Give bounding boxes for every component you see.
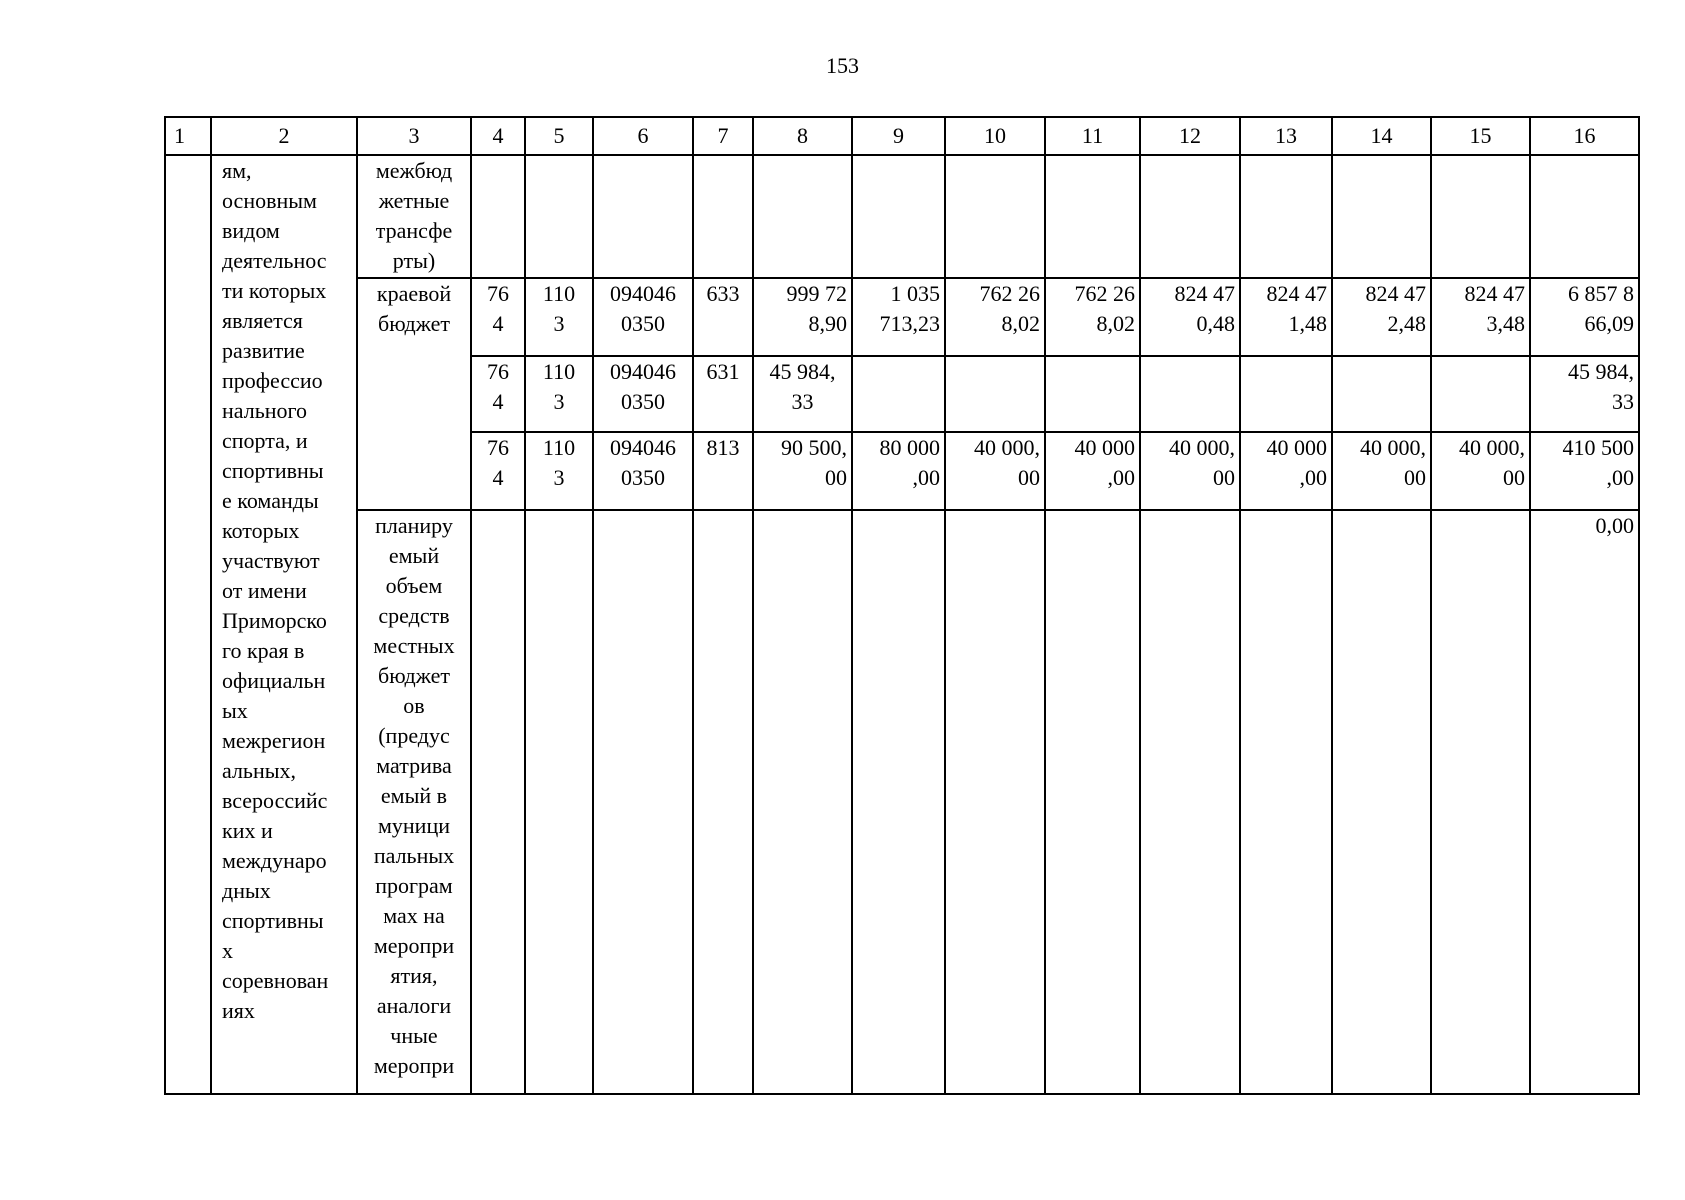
- source-line: (предус: [378, 723, 450, 748]
- cell-value: 66,09: [1584, 311, 1634, 336]
- source-line: краевой: [376, 281, 452, 306]
- header-row: [165, 117, 1639, 155]
- cell-col5: [525, 432, 593, 510]
- cell-value: 824 47: [1464, 281, 1525, 306]
- source-line: межбюд: [375, 158, 453, 183]
- cell-col10: [945, 356, 1045, 432]
- cell-col6: [593, 432, 693, 510]
- header-cell: 9: [852, 117, 945, 155]
- cell-col14: [1332, 356, 1431, 432]
- cell-value: 094046: [610, 281, 676, 306]
- header-cell: 13: [1240, 117, 1332, 155]
- cell-value: 76: [487, 359, 509, 384]
- cell-value: 40 000: [1074, 435, 1135, 460]
- cell-value: 80 000: [879, 435, 940, 460]
- empty-cell: [1240, 510, 1332, 1094]
- cell-value: 45 984,: [769, 359, 836, 384]
- source-line: объем: [385, 573, 443, 598]
- description-line: основным: [222, 188, 317, 213]
- cell-col16: [1530, 356, 1639, 432]
- cell-value: 00: [1018, 465, 1040, 490]
- empty-cell: [471, 510, 525, 1094]
- cell-col7: 633: [693, 278, 753, 356]
- empty-cell: [945, 510, 1045, 1094]
- header-cell: 5: [525, 117, 593, 155]
- description-line: соревнован: [222, 968, 329, 993]
- description-line: Приморско: [222, 608, 327, 633]
- cell-value: 00: [825, 465, 847, 490]
- empty-cell: [1045, 155, 1140, 278]
- source-line: местных: [373, 633, 455, 658]
- cell-value: 40 000,: [974, 435, 1040, 460]
- cell-col1: [165, 155, 211, 1094]
- cell-value: 00: [1503, 465, 1525, 490]
- description-line: развитие: [222, 338, 305, 363]
- cell-col15: [1431, 278, 1530, 356]
- source-line: аналоги: [376, 993, 452, 1018]
- cell-col10: [945, 278, 1045, 356]
- cell-col15: [1431, 432, 1530, 510]
- cell-value: 3: [553, 465, 565, 490]
- cell-col4: [471, 356, 525, 432]
- source-line: бюджет: [378, 311, 450, 336]
- cell-value: 40 000: [1266, 435, 1327, 460]
- description-line: альных,: [222, 758, 297, 783]
- cell-value: 3: [553, 311, 565, 336]
- header-cell: 7: [693, 117, 753, 155]
- source-line: средств: [378, 603, 450, 628]
- cell-col12: [1140, 278, 1240, 356]
- cell-value: 110: [542, 359, 576, 384]
- description-line: ких и: [222, 818, 273, 843]
- description-line: которых: [222, 518, 300, 543]
- header-cell: 6: [593, 117, 693, 155]
- empty-cell: [945, 155, 1045, 278]
- description-line: спортивны: [222, 908, 324, 933]
- header-cell: 2: [211, 117, 357, 155]
- description-line: участвуют: [222, 548, 320, 573]
- cell-value: 8,02: [1001, 311, 1040, 336]
- empty-cell: [1240, 155, 1332, 278]
- cell-value: 4: [492, 465, 504, 490]
- description-line: всероссийс: [222, 788, 328, 813]
- description-line: спортивны: [222, 458, 324, 483]
- cell-value: 3,48: [1486, 311, 1525, 336]
- description-line: ти которых: [222, 278, 327, 303]
- source-line: жетные: [378, 188, 450, 213]
- cell-value: 6 857 8: [1568, 281, 1634, 306]
- header-cell: 10: [945, 117, 1045, 155]
- cell-col4: [471, 278, 525, 356]
- cell-col14: [1332, 278, 1431, 356]
- source-line: рты): [392, 248, 436, 273]
- cell-col12: [1140, 432, 1240, 510]
- cell-value: 824 47: [1174, 281, 1235, 306]
- table-row: [165, 155, 1639, 278]
- cell-col5: [525, 278, 593, 356]
- cell-col14: [1332, 432, 1431, 510]
- empty-cell: [525, 510, 593, 1094]
- source-line: планиру: [375, 513, 453, 538]
- cell-col7: 631: [693, 356, 753, 432]
- source-line: муници: [377, 813, 450, 838]
- cell-col11: [1045, 356, 1140, 432]
- empty-cell: [1431, 510, 1530, 1094]
- source-line: пальных: [373, 843, 455, 868]
- cell-value: 33: [791, 389, 814, 414]
- cell-col9: [852, 432, 945, 510]
- description-line: х: [222, 938, 233, 963]
- source-line: емый: [388, 543, 440, 568]
- empty-cell: [753, 510, 852, 1094]
- cell-value: 713,23: [879, 311, 940, 336]
- source-line: чные: [390, 1023, 438, 1048]
- empty-cell: [593, 510, 693, 1094]
- cell-value: 40 000,: [1360, 435, 1426, 460]
- cell-value: 0350: [621, 389, 665, 414]
- source-interbudget-cell: [357, 155, 471, 278]
- cell-col16: [1530, 278, 1639, 356]
- cell-value: 4: [492, 389, 504, 414]
- cell-col13: [1240, 432, 1332, 510]
- empty-cell: [1332, 155, 1431, 278]
- cell-col10: [945, 432, 1045, 510]
- source-line: емый в: [380, 783, 448, 808]
- cell-value: 4: [492, 311, 504, 336]
- cell-value: 110: [542, 435, 576, 460]
- cell-value: ,00: [912, 465, 940, 490]
- header-cell: 3: [357, 117, 471, 155]
- header-cell: 16: [1530, 117, 1639, 155]
- empty-cell: [1045, 510, 1140, 1094]
- description-line: деятельнос: [222, 248, 327, 273]
- cell-value: 410 500: [1562, 435, 1634, 460]
- cell-value: ,00: [1299, 465, 1327, 490]
- cell-value: ,00: [1107, 465, 1135, 490]
- header-cell: 11: [1045, 117, 1140, 155]
- empty-cell: [1530, 155, 1639, 278]
- header-cell: 8: [753, 117, 852, 155]
- cell-value: 762 26: [1074, 281, 1135, 306]
- header-cell: 4: [471, 117, 525, 155]
- description-line: спорта, и: [222, 428, 308, 453]
- source-line: трансфе: [375, 218, 453, 243]
- cell-value: 45 984,: [1568, 359, 1634, 384]
- source-line: меропри: [373, 933, 455, 958]
- description-cell: [211, 155, 357, 1094]
- cell-col6: [593, 278, 693, 356]
- header-cell: 14: [1332, 117, 1431, 155]
- source-line: ов: [403, 693, 425, 718]
- cell-value: 094046: [610, 359, 676, 384]
- empty-cell: [1140, 510, 1240, 1094]
- cell-col6: [593, 356, 693, 432]
- source-local-cell: [357, 510, 471, 1094]
- description-line: нального: [222, 398, 307, 423]
- cell-col9: [852, 278, 945, 356]
- cell-value: 76: [487, 281, 509, 306]
- cell-value: 0350: [621, 311, 665, 336]
- cell-col8: [753, 278, 852, 356]
- table-row: [165, 278, 1639, 356]
- description-line: является: [222, 308, 303, 333]
- description-line: междунаро: [222, 848, 327, 873]
- cell-col13: [1240, 356, 1332, 432]
- header-cell: 1: [165, 117, 211, 155]
- source-line: матрива: [376, 753, 452, 778]
- cell-value: 40 000,: [1169, 435, 1235, 460]
- empty-cell: [693, 155, 753, 278]
- cell-col5: [525, 356, 593, 432]
- cell-col11: [1045, 278, 1140, 356]
- description-line: официальн: [222, 668, 326, 693]
- cell-value: 094046: [610, 435, 676, 460]
- cell-value: 3: [553, 389, 565, 414]
- description-line: дных: [222, 878, 271, 903]
- empty-cell: [525, 155, 593, 278]
- source-regional-cell: [357, 278, 471, 510]
- cell-value: 824 47: [1365, 281, 1426, 306]
- description-line: видом: [222, 218, 280, 243]
- empty-cell: [1332, 510, 1431, 1094]
- header-cell: 12: [1140, 117, 1240, 155]
- cell-value: 999 72: [786, 281, 847, 306]
- empty-cell: [852, 155, 945, 278]
- cell-value: 2,48: [1387, 311, 1426, 336]
- cell-value: 00: [1213, 465, 1235, 490]
- empty-cell: [852, 510, 945, 1094]
- header-cell: 15: [1431, 117, 1530, 155]
- cell-col15: [1431, 356, 1530, 432]
- description-line: межрегион: [222, 728, 326, 753]
- empty-cell: [1431, 155, 1530, 278]
- cell-value: 90 500,: [781, 435, 847, 460]
- cell-value: 33: [1612, 389, 1634, 414]
- cell-value: 40 000,: [1459, 435, 1525, 460]
- description-line: от имени: [222, 578, 307, 603]
- cell-value: 8,90: [808, 311, 847, 336]
- cell-value: 0350: [621, 465, 665, 490]
- description-line: го края в: [222, 638, 305, 663]
- source-line: ятия,: [390, 963, 438, 988]
- empty-cell: [593, 155, 693, 278]
- description-line: профессио: [222, 368, 323, 393]
- cell-col7: 813: [693, 432, 753, 510]
- cell-col9: [852, 356, 945, 432]
- cell-value: 824 47: [1266, 281, 1327, 306]
- cell-col8: [753, 432, 852, 510]
- source-line: бюджет: [378, 663, 450, 688]
- source-line: програм: [375, 873, 453, 898]
- cell-value: ,00: [1606, 465, 1634, 490]
- cell-value: 76: [487, 435, 509, 460]
- source-line: мах на: [383, 903, 445, 928]
- cell-col13: [1240, 278, 1332, 356]
- cell-col16: [1530, 432, 1639, 510]
- description-line: е команды: [222, 488, 319, 513]
- empty-cell: [753, 155, 852, 278]
- cell-value: 1 035: [890, 281, 940, 306]
- source-line: меропри: [373, 1053, 455, 1078]
- page-number: 153: [826, 53, 859, 78]
- cell-col11: [1045, 432, 1140, 510]
- cell-col8: [753, 356, 852, 432]
- empty-cell: [471, 155, 525, 278]
- cell-value: 110: [542, 281, 576, 306]
- local-total-cell: 0,00: [1530, 510, 1639, 1094]
- cell-value: 762 26: [979, 281, 1040, 306]
- cell-value: 8,02: [1096, 311, 1135, 336]
- budget-table: [164, 116, 1640, 1095]
- cell-value: 0,48: [1196, 311, 1235, 336]
- empty-cell: [693, 510, 753, 1094]
- cell-value: 1,48: [1288, 311, 1327, 336]
- description-line: ям,: [222, 158, 252, 183]
- cell-col12: [1140, 356, 1240, 432]
- table-row: [165, 510, 1639, 1094]
- empty-cell: [1140, 155, 1240, 278]
- description-line: иях: [222, 998, 255, 1023]
- cell-value: 00: [1404, 465, 1426, 490]
- description-line: ых: [222, 698, 248, 723]
- cell-col4: [471, 432, 525, 510]
